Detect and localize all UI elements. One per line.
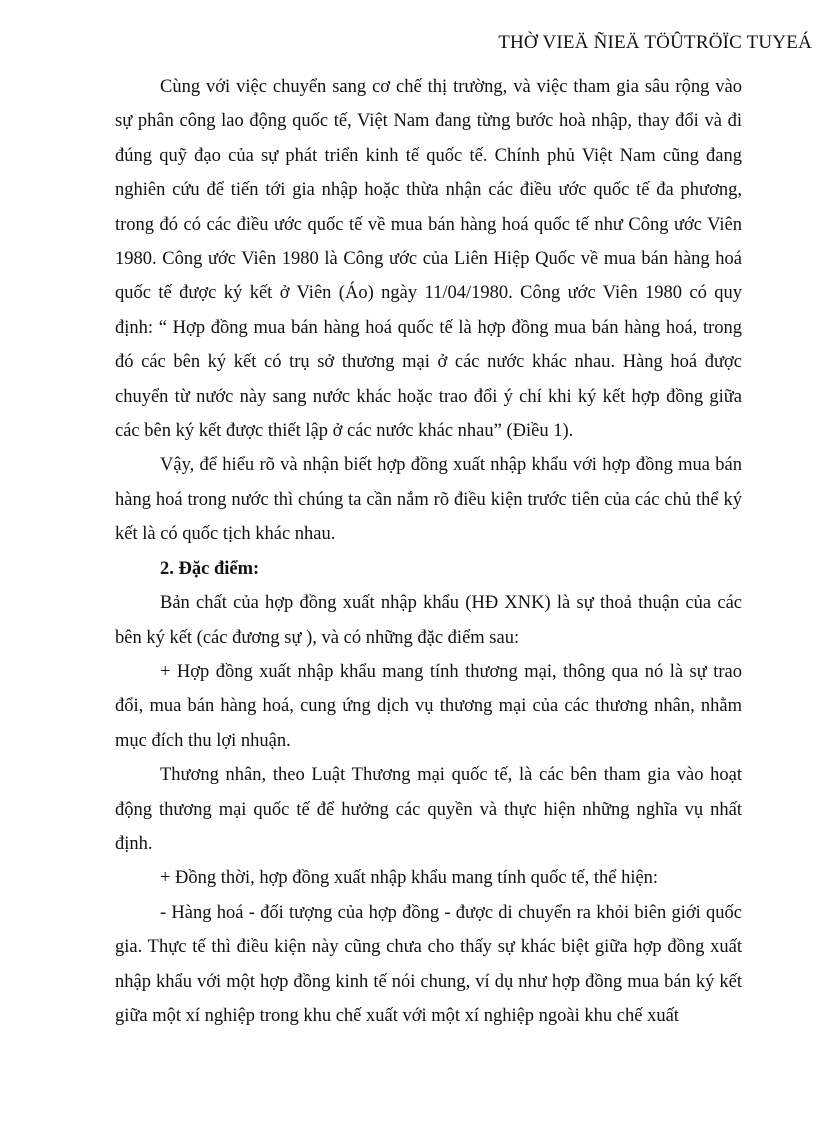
paragraph-vienna-convention: Cùng với việc chuyển sang cơ chế thị trường, và việc tham gia sâu rộng vào sự phân công lao động quốc tế, Việt Nam đang từng bước hoà nhập, thay đổi và đi đúng quỹ đạo của sự phát triển kinh tế quốc tế. Chính phủ Việt Nam cũng đang nghiên cứu để tiến tới gia nhập hoặc thừa nhận các điều ước quốc tế đa phương, trong đó có các điều ước quốc tế về mua bán hàng hoá quốc tế như Công ước Viên 1980. Công ước Viên 1980 là Công ước của Liên Hiệp Quốc về mua bán hàng hoá quốc tế được ký kết ở Viên (Áo) ngày 11/04/1980. Công ước Viên 1980 có quy định: “ Hợp đồng mua bán hàng hoá quốc tế là hợp đồng mua bán hàng hoá, trong đó các bên ký kết có trụ sở thương mại ở các nước khác nhau. Hàng hoá được chuyển từ nước này sang nước khác hoặc trao đổi ý chí khi ký kết hợp đồng giữa các bên ký kết được thiết lập ở các nước khác nhau” (Điều 1). — [115, 77, 742, 442]
paragraph-commercial: + Hợp đồng xuất nhập khẩu mang tính thương mại, thông qua nó là sự trao đổi, mua bán hàng hoá, cung ứng dịch vụ thương mại của các thương nhân, nhằm mục đích thu lợi nhuận. — [115, 661, 742, 751]
paragraph-merchant: Thương nhân, theo Luật Thương mại quốc tế, là các bên tham gia vào hoạt động thương mại quốc tế để hưởng các quyền và thực hiện những nghĩa vụ nhất định. — [115, 765, 742, 854]
paragraph-nature: Bản chất của hợp đồng xuất nhập khẩu (HĐ XNK) là sự thoả thuận của các bên ký kết (các đương sự ), và có những đặc điểm sau: — [115, 593, 742, 648]
section-heading: 2. Đặc điểm: — [160, 558, 260, 579]
paragraph-international: + Đồng thời, hợp đồng xuất nhập khẩu mang tính quốc tế, thể hiện: — [160, 868, 659, 889]
document-body — [115, 70, 742, 1033]
paragraph-goods-cross-border: - Hàng hoá - đối tượng của hợp đồng - được di chuyển ra khỏi biên giới quốc gia. Thực tế thì điều kiện này cũng chưa cho thấy sự khác biệt giữa hợp đồng xuất nhập khẩu với một hợp đồng kinh tế nói chung, ví dụ như hợp đồng mua bán ký kết giữa một xí nghiệp trong khu chế xuất với một xí nghiệp ngoài khu chế xuất — [115, 902, 742, 1026]
paragraph-nationality-condition: Vậy, để hiểu rõ và nhận biết hợp đồng xuất nhập khẩu với hợp đồng mua bán hàng hoá trong nước thì chúng ta cần nắm rõ điều kiện trước tiên của các chủ thể ký kết là có quốc tịch khác nhau. — [115, 455, 742, 545]
page-header: THỜ VIEÄ ÑIEÄ TÖÛTRÖÏC TUYEÁ — [498, 32, 812, 53]
